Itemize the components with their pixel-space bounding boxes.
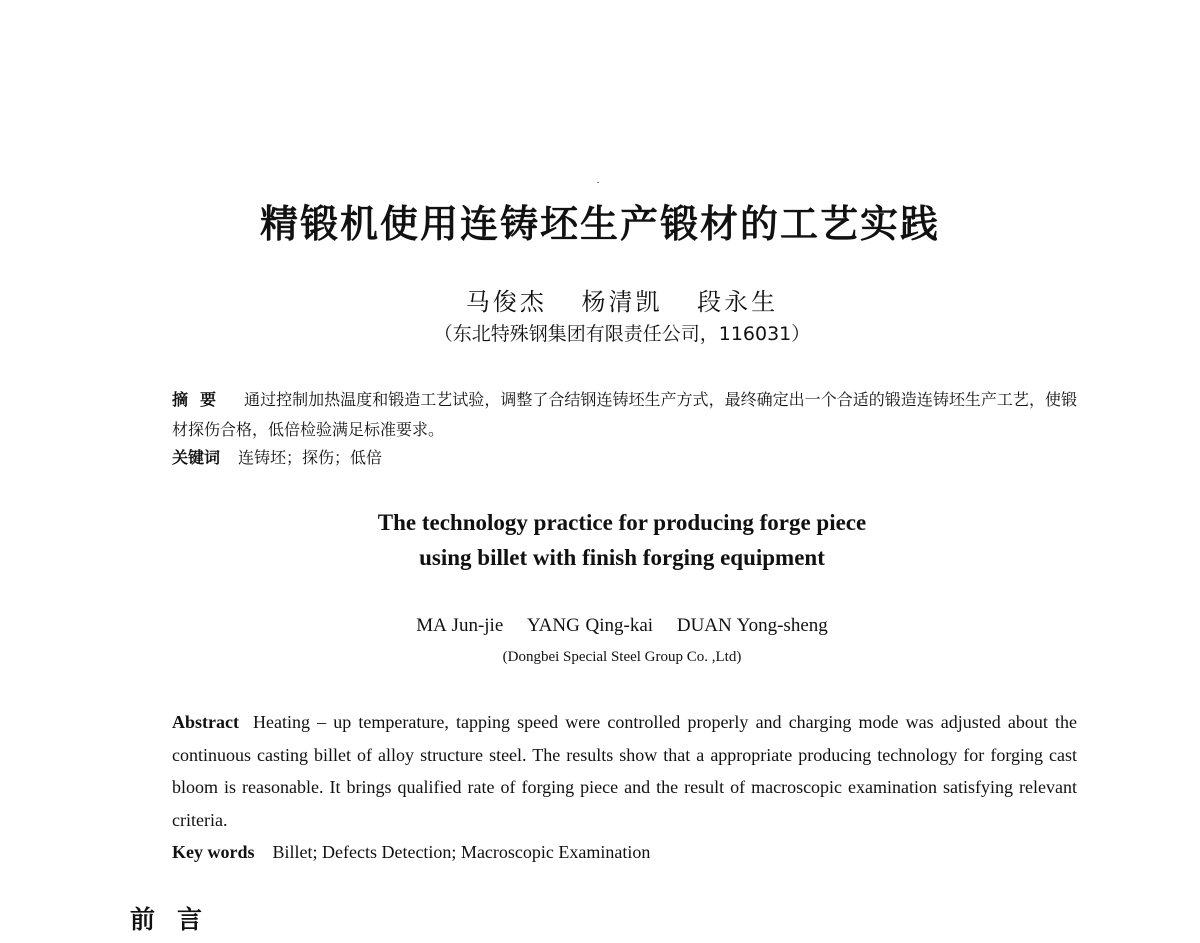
english-affiliation: (Dongbei Special Steel Group Co. ,Ltd) xyxy=(502,649,742,665)
chinese-keywords-text: 连铸坯；探伤；低倍 xyxy=(238,448,383,467)
chinese-keywords-label: 关键词 xyxy=(172,448,221,467)
author-2-zh: 杨清凯 xyxy=(581,288,663,316)
author-1-en: MA Jun-jie xyxy=(416,615,504,636)
author-2-en: YANG Qing-kai xyxy=(527,615,654,636)
chinese-title: 精锻机使用连铸坯生产锻材的工艺实践 xyxy=(259,202,940,246)
english-title xyxy=(0,505,1200,575)
author-3-zh: 段永生 xyxy=(697,288,779,316)
chinese-abstract-label: 摘要 xyxy=(172,390,229,409)
english-title-line-2: using billet with finish forging equipment xyxy=(419,545,825,570)
scan-speck xyxy=(597,182,599,183)
section-heading-preface: 前言 xyxy=(130,905,225,934)
english-title-line-1: The technology practice for producing forge piece xyxy=(377,510,867,535)
english-keywords xyxy=(172,837,1077,867)
english-keywords-text: Billet; Defects Detection; Macroscopic Examination xyxy=(272,842,651,862)
english-abstract xyxy=(172,706,1077,836)
chinese-keywords xyxy=(172,444,1077,472)
chinese-affiliation: （东北特殊钢集团有限责任公司，116031） xyxy=(433,323,811,345)
chinese-authors xyxy=(0,282,1200,317)
english-abstract-label: Abstract xyxy=(172,712,239,732)
author-3-en: DUAN Yong-sheng xyxy=(676,615,828,636)
author-1-zh: 马俊杰 xyxy=(465,288,547,316)
english-abstract-text: Heating – up temperature, tapping speed were controlled properly and charging mode was adjusted about the continuous casting billet of alloy structure steel. The results show that a appropriate producing technology for forging cast bloom is reasonable. It brings qualified rate of forging piece and the result of macroscopic examination satisfying relevant criteria. xyxy=(172,712,1077,830)
english-keywords-label: Key words xyxy=(172,842,255,862)
chinese-abstract xyxy=(172,385,1077,445)
english-authors xyxy=(0,615,1200,637)
chinese-abstract-text: 通过控制加热温度和锻造工艺试验，调整了合结钢连铸坯生产方式，最终确定出一个合适的锻造连铸坯生产工艺，使锻材探伤合格，低倍检验满足标准要求。 xyxy=(172,390,1077,439)
